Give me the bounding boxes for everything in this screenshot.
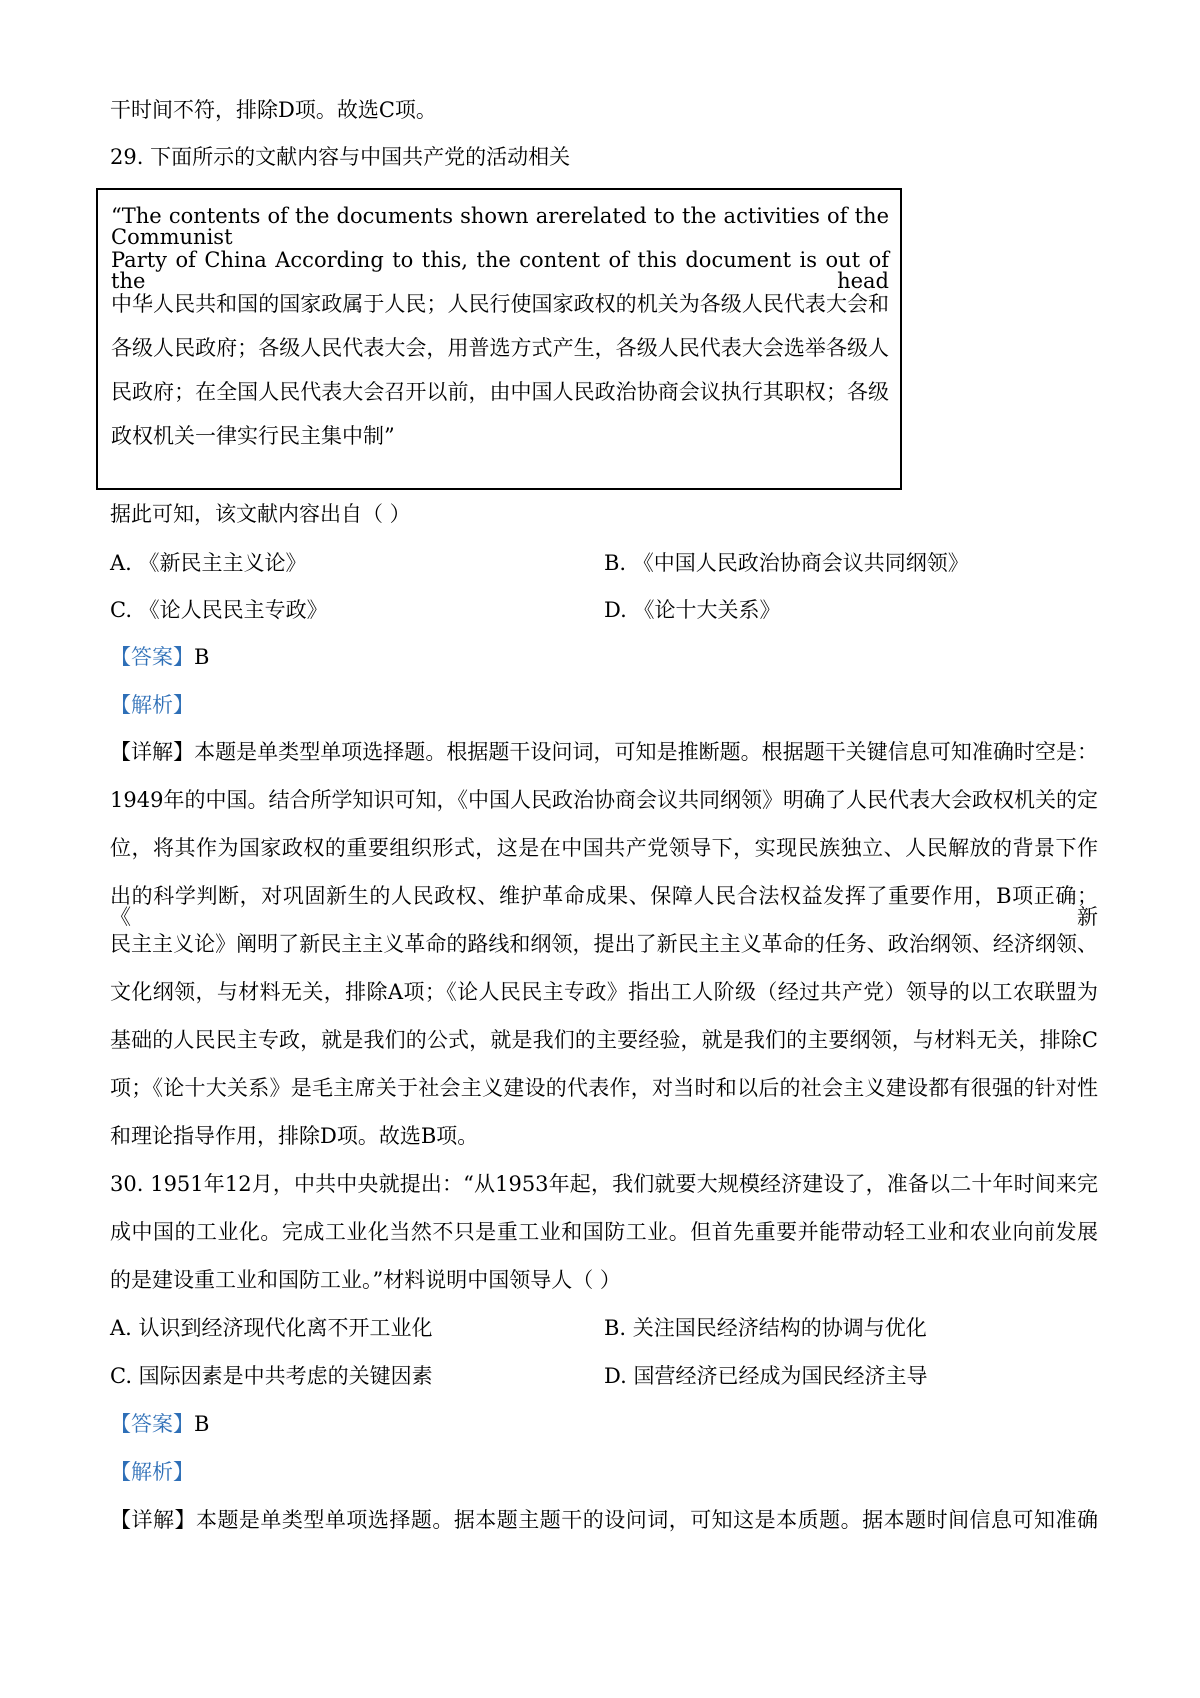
q29-box-line: “The contents of the documents shown arerelated to the activities of the Communist xyxy=(111,204,889,249)
q29-detail-line: 项；《论十大关系》是毛主席关于社会主义建设的代表作，对当时和以后的社会主义建设都有很强的针对性 xyxy=(110,1076,1098,1100)
q30-stem-line: 成中国的工业化。完成工业化当然不只是重工业和国防工业。但首先重要并能带动轻工业和农业向前发展 xyxy=(110,1220,1098,1244)
q29-analysis-tag: 【解析】 xyxy=(110,693,194,717)
q29-box-line: 政权机关一律实行民主集中制” xyxy=(111,424,395,448)
q29-question: 据此可知，该文献内容出自（ ） xyxy=(110,502,411,526)
answer-value: B xyxy=(194,1412,210,1436)
q29-detail-line: 基础的人民民主专政，就是我们的公式，就是我们的主要经验，就是我们的主要纲领，与材料无关，排除C xyxy=(110,1028,1098,1052)
q30-option-c: C. 国际因素是中共考虑的关键因素 xyxy=(110,1364,433,1388)
q29-box-line: 民政府；在全国人民代表大会召开以前，由中国人民政治协商会议执行其职权；各级 xyxy=(111,380,889,404)
q30-stem-line: 30. 1951年12月，中共中央就提出：“从1953年起，我们就要大规模经济建设了，准备以二十年时间来完 xyxy=(110,1172,1098,1196)
q30-option-b: B. 关注国民经济结构的协调与优化 xyxy=(604,1316,927,1340)
q29-detail-line: 和理论指导作用，排除D项。故选B项。 xyxy=(110,1124,479,1148)
answer-value: B xyxy=(194,645,210,669)
q29-box-line: Party of China According to this, the content of this document is out of the head xyxy=(111,248,889,293)
q29-detail-line: 位，将其作为国家政权的重要组织形式，这是在中国共产党领导下，实现民族独立、人民解放的背景下作 xyxy=(110,836,1098,860)
answer-tag: 【答案】 xyxy=(110,645,194,669)
answer-tag: 【答案】 xyxy=(110,1412,194,1436)
q30-stem-line: 的是建设重工业和国防工业。”材料说明中国领导人（ ） xyxy=(110,1268,621,1292)
q29-detail-line: 1949年的中国。结合所学知识可知，《中国人民政治协商会议共同纲领》明确了人民代表大会政权机关的定 xyxy=(110,788,1098,812)
q29-option-a: A. 《新民主主义论》 xyxy=(110,551,307,575)
q30-option-a: A. 认识到经济现代化离不开工业化 xyxy=(110,1316,433,1340)
q29-option-d: D. 《论十大关系》 xyxy=(604,598,781,622)
q29-option-b: B. 《中国人民政治协商会议共同纲领》 xyxy=(604,551,969,575)
q29-box-line: 中华人民共和国的国家政属于人民；人民行使国家政权的机关为各级人民代表大会和 xyxy=(111,292,889,316)
q29-detail-line: 民主主义论》阐明了新民主主义革命的路线和纲领，提出了新民主主义革命的任务、政治纲领、经济纲领、 xyxy=(110,932,1098,956)
q29-source-box xyxy=(96,188,902,490)
q29-option-c: C. 《论人民民主专政》 xyxy=(110,598,328,622)
q29-answer xyxy=(110,647,209,668)
q29-detail-line: 文化纲领，与材料无关，排除A项；《论人民民主专政》指出工人阶级（经过共产党）领导的以工农联盟为 xyxy=(110,980,1098,1004)
q30-answer xyxy=(110,1414,209,1435)
q29-detail-line: 【详解】本题是单类型单项选择题。根据题干设问词，可知是推断题。根据题干关键信息可知准确时空是： xyxy=(110,740,1098,764)
q29-stem: 29. 下面所示的文献内容与中国共产党的活动相关 xyxy=(110,145,571,169)
q30-detail-line: 【详解】本题是单类型单项选择题。据本题主题干的设问词，可知这是本质题。据本题时间信息可知准确 xyxy=(110,1508,1098,1532)
continuation-text: 干时间不符，排除D项。故选C项。 xyxy=(110,98,437,122)
q29-detail-line: 出的科学判断，对巩固新生的人民政权、维护革命成果、保障人民合法权益发挥了重要作用，B项正确；《新 xyxy=(110,884,1098,929)
q29-box-line: 各级人民政府；各级人民代表大会，用普选方式产生，各级人民代表大会选举各级人 xyxy=(111,336,889,360)
q30-analysis-tag: 【解析】 xyxy=(110,1460,194,1484)
q30-option-d: D. 国营经济已经成为国民经济主导 xyxy=(604,1364,928,1388)
